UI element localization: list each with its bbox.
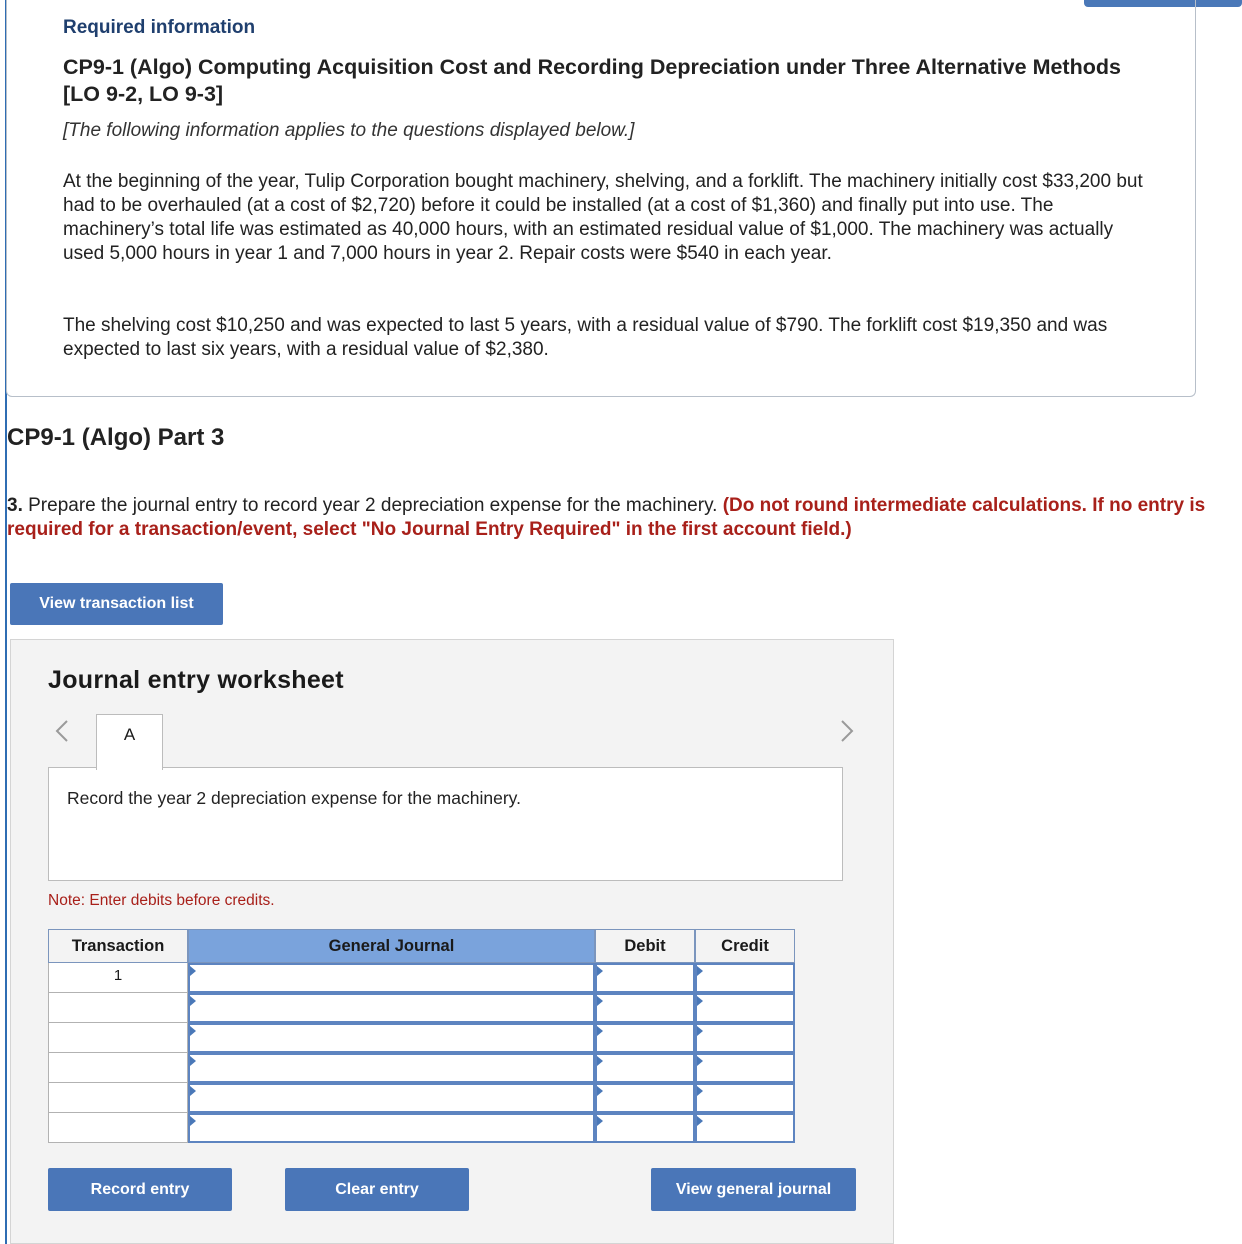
table-row [48,993,795,1023]
debit-input[interactable] [595,993,695,1023]
transaction-number-cell [48,1053,188,1083]
problem-title: CP9-1 (Algo) Computing Acquisition Cost and Recording Depreciation under Three Alternative Methods [LO 9-2, LO 9-3] [63,55,1121,106]
column-header-general-journal: General Journal [188,929,595,963]
table-row [48,1083,795,1113]
entry-description: Record the year 2 depreciation expense for the machinery. [67,788,521,808]
question-instruction: (Do not round intermediate calculations. If no entry is required for a transaction/event, select "No Journal Entry Required" in the first account field.) [7,495,1206,540]
journal-entry-worksheet [10,639,894,1244]
column-header-transaction: Transaction [48,929,188,963]
problem-paragraph-2: The shelving cost $10,250 and was expected to last 5 years, with a residual value of $790. The forklift cost $19,350 and was expected to last six years, with a residual value of $2,380. [63,315,1108,360]
question-body: Prepare the journal entry to record year 2 depreciation expense for the machinery. [22,495,723,516]
transaction-number-cell [48,1083,188,1113]
table-row [48,963,795,993]
clear-entry-button[interactable]: Clear entry [285,1168,469,1211]
debit-input[interactable] [595,1113,695,1143]
debit-input[interactable] [595,1023,695,1053]
debit-input[interactable] [595,963,695,993]
transaction-number-cell: 1 [48,963,188,993]
column-header-debit: Debit [595,929,695,963]
column-header-credit: Credit [695,929,795,963]
account-input[interactable] [188,1113,595,1143]
question-text [7,494,1242,542]
applies-note: [The following information applies to the questions displayed below.] [63,120,635,141]
table-row [48,1023,795,1053]
table-row [48,1053,795,1083]
credit-input[interactable] [695,1083,795,1113]
transaction-number-cell [48,1023,188,1053]
transaction-number-cell [48,993,188,1023]
account-input[interactable] [188,1023,595,1053]
account-input[interactable] [188,993,595,1023]
credit-input[interactable] [695,1023,795,1053]
table-row [48,1113,795,1143]
account-input[interactable] [188,963,595,993]
record-entry-button[interactable]: Record entry [48,1168,232,1211]
chevron-left-icon[interactable] [49,718,75,748]
view-general-journal-button[interactable]: View general journal [651,1168,856,1211]
account-input[interactable] [188,1053,595,1083]
part-title: CP9-1 (Algo) Part 3 [7,424,225,451]
entry-description-box [48,767,843,881]
problem-paragraph-1: At the beginning of the year, Tulip Corporation bought machinery, shelving, and a forklift. The machinery initially cost $33,200 but had to be overhauled (at a cost of $2,720) before it could be installed (at a cost of $1,360) and finally put into use. The machinery’s total life was estimated as 40,000 hours, with an estimated residual value of $1,000. The machinery was actually used 5,000 hours in year 1 and 7,000 hours in year 2. Repair costs were $540 in each year. [63,171,1143,264]
question-number: 3. [7,495,23,516]
credit-input[interactable] [695,993,795,1023]
required-information-label: Required information [63,17,256,38]
transaction-number-cell [48,1113,188,1143]
debit-input[interactable] [595,1053,695,1083]
credit-input[interactable] [695,963,795,993]
debits-note: Note: Enter debits before credits. [48,892,275,909]
credit-input[interactable] [695,1113,795,1143]
debit-input[interactable] [595,1083,695,1113]
view-transaction-list-button[interactable]: View transaction list [10,583,223,625]
tab-entry-a[interactable]: A [96,714,163,770]
account-input[interactable] [188,1083,595,1113]
worksheet-title: Journal entry worksheet [48,666,344,694]
chevron-right-icon[interactable] [834,718,860,748]
credit-input[interactable] [695,1053,795,1083]
